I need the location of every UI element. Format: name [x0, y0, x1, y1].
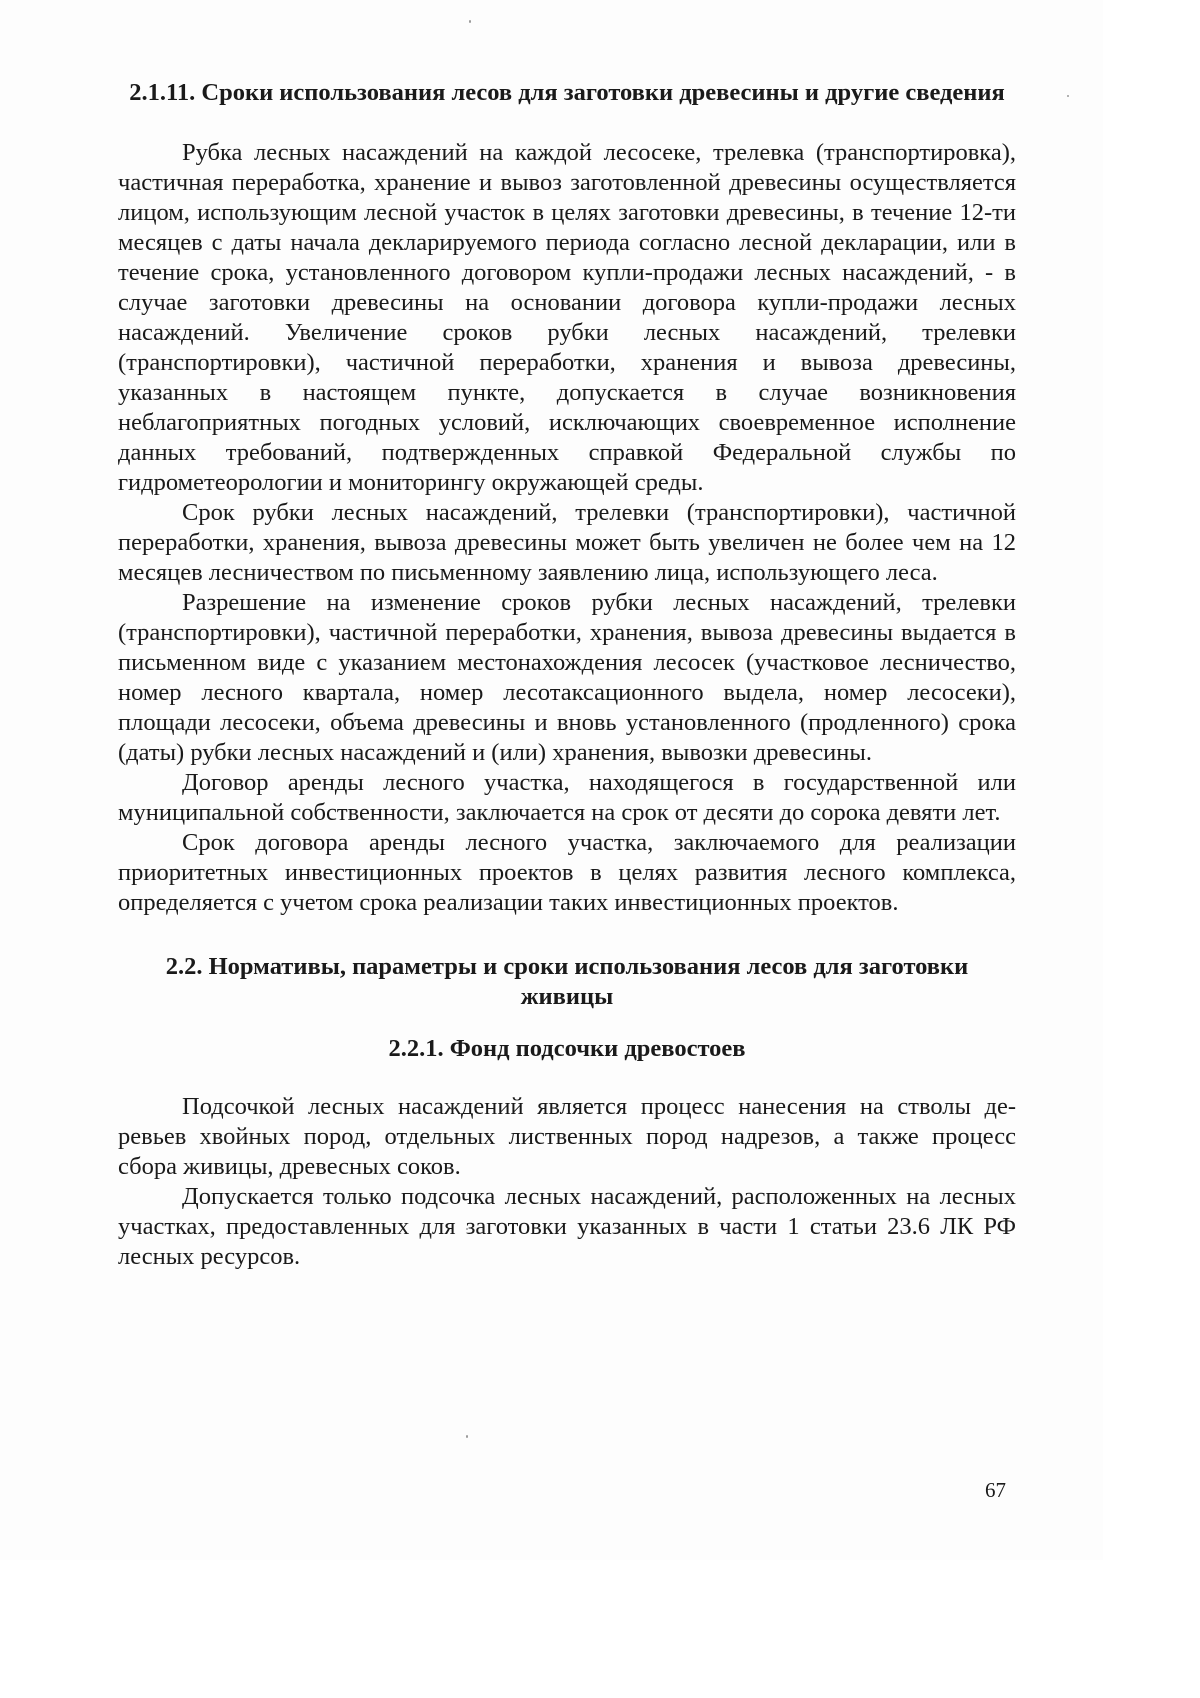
paragraph-permission: Разрешение на изменение сроков рубки лесных насаждений, трелевки (транспортировки), частичной переработки, хранения, вывоза древесины выдается в письменном виде с указанием местонахождения лесосек (участковое лесничество, номер лесного квартала, номер лесотаксационного выдела, номер лесосеки), площади лесосеки, объема древесины и вновь установленного (продленного) срока (даты) рубки лесных насаждений и (или) хранения, вывозки древесины.	[118, 589, 1016, 766]
section-body-2-2-1	[118, 1092, 1016, 1272]
paragraph-term-extension: Срок рубки лесных насаждений, трелевки (транспортировки), частичной переработки, хранения, вывоза древесины может быть увеличен не более чем на 12 месяцев лесничеством по письменному заявлению лица, использующего леса.	[118, 499, 1016, 586]
paragraph-lease-term: Договор аренды лесного участка, находящегося в государственной или муниципальной собственности, заключается на срок от десяти до сорока девяти лет.	[118, 769, 1016, 826]
scan-speck	[1067, 95, 1069, 97]
paragraph-investment-lease: Срок договора аренды лесного участка, заключаемого для реализации приоритетных инвестиционных проектов в целях развития лесного комплекса, определяется с учетом срока реализации таких инвестиционных проектов.	[118, 829, 1016, 916]
page-content	[118, 78, 1016, 1272]
paragraph-felling-terms: Рубка лесных насаждений на каждой лесосеке, трелевка (транспортировка), частичная переработка, хранение и вывоз заготовленной древесины осуществляется лицом, использующим лесной участок в целях заготовки древесины, в течение 12-ти месяцев с даты начала декларируемого периода согласно лесной декларации, или в течение срока, установленного договором купли-продажи лесных насаждений, - в случае заготовки древесины на основании договора купли-продажи лесных насаждений. Увеличение сроков рубки лесных насаждений, трелевки (транспортировки), частичной переработки, хранения и вывоза древесины, указанных в настоящем пункте, допускается в случае возникновения неблагоприятных погодных условий, исключающих своевременное исполнение данных требований, подтвержденных справкой Федеральной службы по гидрометеорологии и мониторингу окружающей среды.	[118, 139, 1016, 496]
section-body-2-1-11	[118, 138, 1016, 918]
paragraph-tapping-allowed: Допускается только подсочка лесных насаждений, расположенных на лесных участках, предоставленных для заготовки указанных в части 1 статьи 23.6 ЛК РФ лесных ресурсов.	[118, 1183, 1016, 1270]
section-heading-2-1-11: 2.1.11. Сроки использования лесов для заготовки древесины и другие сведения	[129, 79, 1005, 106]
scan-speck	[469, 20, 471, 23]
page-number: 67	[985, 1478, 1006, 1502]
section-heading-2-2-1: 2.2.1. Фонд подсочки древостоев	[388, 1035, 746, 1062]
section-heading-2-2: 2.2. Нормативы, параметры и сроки использования лесов для заготовки живицы	[165, 953, 969, 1010]
scan-speck	[466, 1435, 468, 1438]
paragraph-tapping-definition: Подсочкой лесных насаждений является процесс нанесения на стволы деревьев хвойных пород, отдельных лиственных пород надрезов, а также процесс сбора живицы, древесных соков.	[118, 1093, 1016, 1180]
